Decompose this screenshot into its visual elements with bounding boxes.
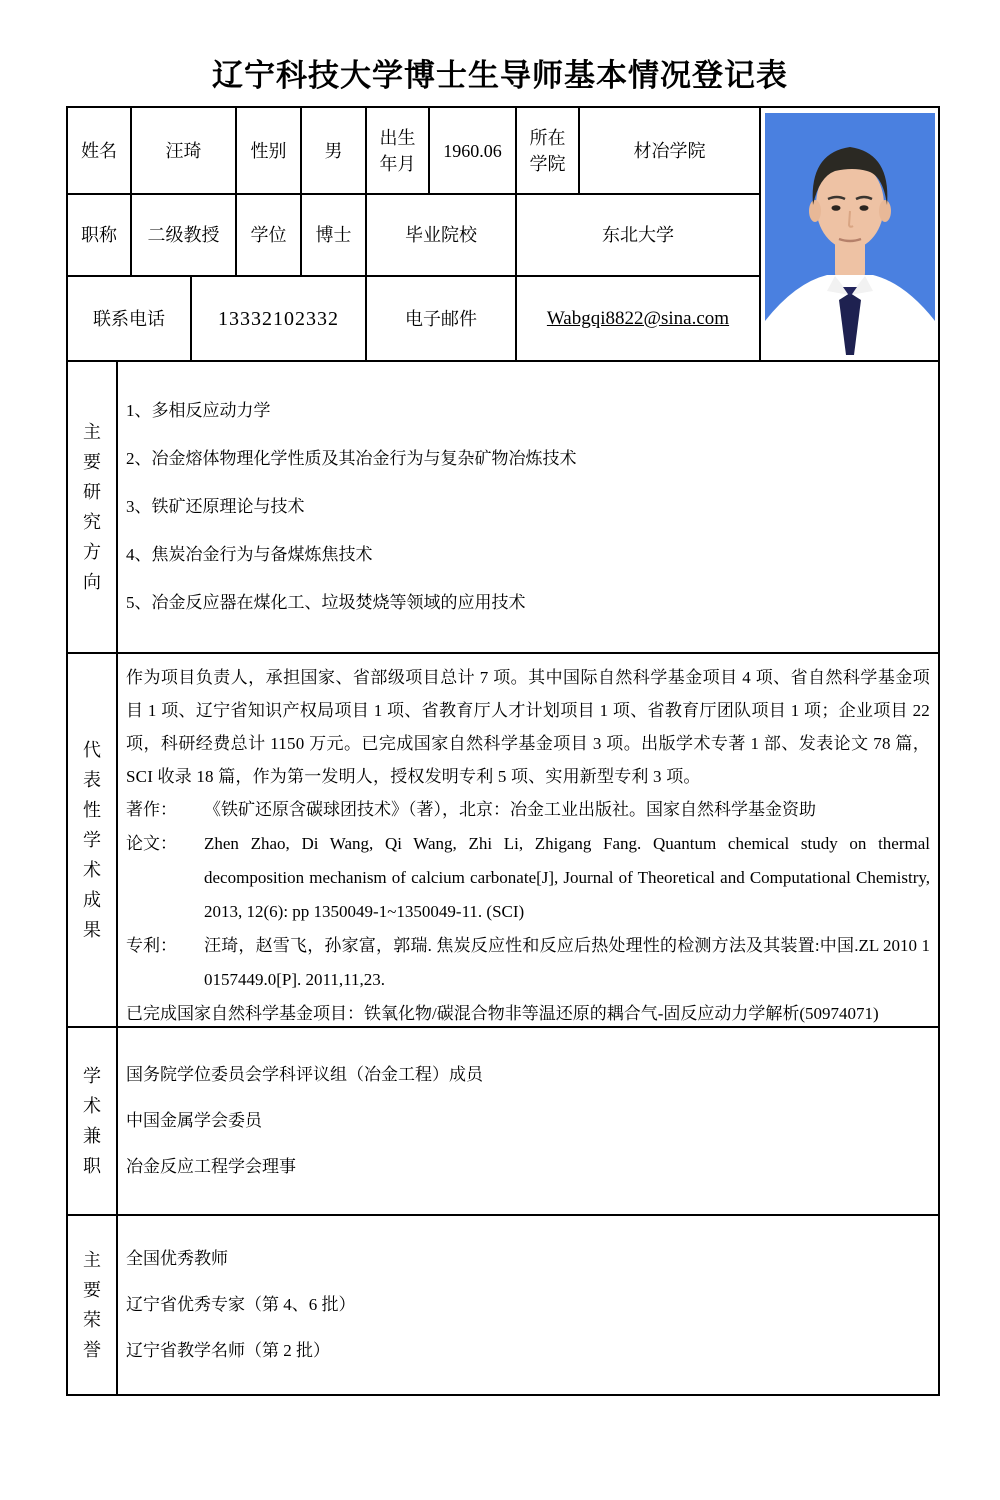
achievement-entry-paper (126, 827, 930, 929)
position-item: 中国金属学会委员 (126, 1111, 262, 1130)
honor-item: 全国优秀教师 (126, 1249, 228, 1268)
college-label: 所在学院 (517, 108, 580, 193)
patent-entry-text: 汪琦，赵雪飞，孙家富，郭瑞. 焦炭反应性和反应后热处理性的检测方法及其装置:中国.ZL 2010 1 0157449.0[P]. 2011,11,23. (204, 936, 930, 989)
research-section-label-cell (68, 362, 118, 652)
paper-entry-text: Zhen Zhao, Di Wang, Qi Wang, Zhi Li, Zhigang Fang. Quantum chemical study on thermal decomposition mechanism of calcium carbonate[J], Journal of Theoretical and Computational Chemistry, 2013, 12(6): pp 1350049-1~1350049-11. (SCI) (204, 834, 930, 921)
phone-label: 联系电话 (68, 277, 192, 360)
research-item: 2、冶金熔体物理化学性质及其冶金行为与复杂矿物冶炼技术 (126, 449, 577, 468)
registration-form-table (66, 106, 940, 1396)
book-entry-text: 《铁矿还原含碳球团技术》（著），北京：冶金工业出版社。国家自然科学基金资助 (204, 800, 816, 819)
id-photo (765, 113, 935, 355)
degree-value: 博士 (302, 195, 367, 275)
email-label: 电子邮件 (367, 277, 517, 360)
school-label: 毕业院校 (367, 195, 517, 275)
positions-section-content (118, 1028, 938, 1214)
achievements-intro: 作为项目负责人，承担国家、省部级项目总计 7 项。其中国际自然科学基金项目 4 项、省自然科学基金项目 1 项、辽宁省知识产权局项目 1 项、省教育厅人才计划项目 1 项、省教育厅团队项目 1 项；企业项目 22 项，科研经费总计 1150 万元。已完成国家自然科学基金项目 3 项。出版学术专著 1 部、发表论文 78 篇，SCI 收录 18 篇，作为第一发明人，授权发明专利 5 项、实用新型专利 3 项。 (126, 668, 930, 786)
positions-section-label: 学术兼职 (83, 1066, 101, 1176)
degree-label: 学位 (237, 195, 302, 275)
achievement-entry-book (126, 793, 930, 827)
basic-info-grid (68, 108, 759, 360)
phone-value: 13332102332 (192, 277, 367, 360)
honor-item: 辽宁省教学名师（第 2 批） (126, 1341, 330, 1360)
honor-item: 辽宁省优秀专家（第 4、6 批） (126, 1295, 356, 1314)
row-name-gender-birth-college (68, 108, 759, 195)
research-section-label: 主要研究方向 (83, 422, 101, 592)
section-academic-positions (68, 1026, 938, 1214)
achievements-section-label: 代表性学术成果 (83, 740, 101, 940)
patent-entry-label: 专利： (126, 936, 177, 955)
section-achievements (68, 652, 938, 1026)
birth-value: 1960.06 (430, 108, 517, 193)
research-item: 5、冶金反应器在煤化工、垃圾焚烧等领域的应用技术 (126, 593, 526, 612)
name-value: 汪琦 (132, 108, 237, 193)
honors-section-content (118, 1216, 938, 1394)
research-item: 4、焦炭冶金行为与备煤炼焦技术 (126, 545, 373, 564)
position-item: 国务院学位委员会学科评议组（冶金工程）成员 (126, 1065, 483, 1084)
section-main-honors (68, 1214, 938, 1394)
section-research-directions (68, 360, 938, 652)
achievements-section-label-cell (68, 654, 118, 1026)
paper-entry-label: 论文： (126, 834, 177, 853)
email-link[interactable]: Wabgqi8822@sina.com (546, 307, 730, 329)
job-title-label: 职称 (68, 195, 132, 275)
photo-cell (759, 108, 938, 360)
positions-section-label-cell (68, 1028, 118, 1214)
birth-label: 出生年月 (367, 108, 430, 193)
honors-section-label-cell (68, 1216, 118, 1394)
achievement-entry-patent (126, 929, 930, 997)
research-section-content (118, 362, 938, 652)
school-value: 东北大学 (602, 225, 674, 245)
research-item: 1、多相反应动力学 (126, 401, 271, 420)
row-phone-email (68, 277, 759, 360)
completed-project-note: 已完成国家自然科学基金项目：铁氧化物/碳混合物非等温还原的耦合气-固反应动力学解析(50974071) (126, 1004, 879, 1023)
book-entry-label: 著作： (126, 800, 177, 819)
row-title-degree-school (68, 195, 759, 277)
honors-section-label: 主要荣誉 (83, 1250, 101, 1360)
position-item: 冶金反应工程学会理事 (126, 1157, 296, 1176)
name-label: 姓名 (68, 108, 132, 193)
research-item: 3、铁矿还原理论与技术 (126, 497, 305, 516)
gender-label: 性别 (237, 108, 302, 193)
achievements-section-content (118, 654, 938, 1026)
job-title-value: 二级教授 (132, 195, 237, 275)
page-title: 辽宁科技大学博士生导师基本情况登记表 (212, 58, 788, 93)
basic-info-block (68, 108, 938, 360)
college-value: 材冶学院 (633, 140, 706, 161)
gender-value: 男 (302, 108, 367, 193)
